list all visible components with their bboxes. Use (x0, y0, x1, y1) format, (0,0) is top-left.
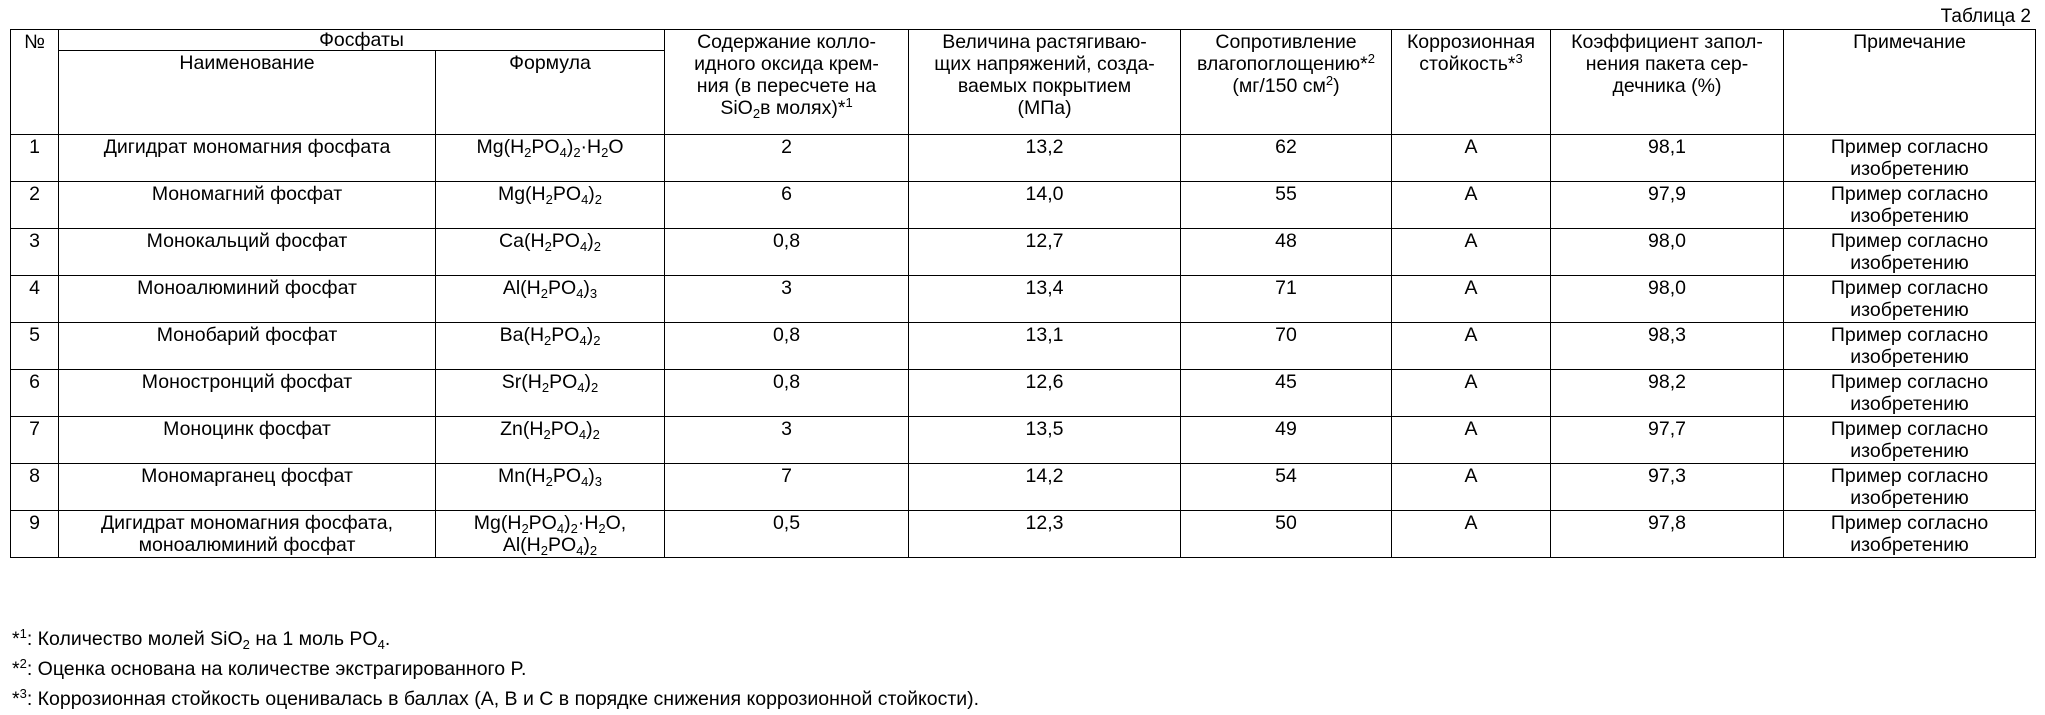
silica-line-2: идного оксида крем- (694, 53, 879, 75)
cell-stress: 13,5 (909, 417, 1181, 464)
cell-corrosion: A (1392, 511, 1551, 558)
cell-corrosion: A (1392, 417, 1551, 464)
footnotes (12, 624, 979, 714)
cell-fill: 98,1 (1551, 135, 1784, 182)
cell-name (59, 323, 436, 370)
cell-silica: 6 (665, 182, 909, 229)
cell-moisture: 50 (1181, 511, 1392, 558)
table-caption: Таблица 2 (1940, 6, 2031, 27)
cell-corrosion: A (1392, 229, 1551, 276)
stress-line-4: (МПа) (1017, 97, 1072, 119)
cell-silica: 0,8 (665, 370, 909, 417)
cell-no: 8 (11, 464, 59, 511)
cell-silica: 3 (665, 417, 909, 464)
cell-fill: 97,8 (1551, 511, 1784, 558)
cell-no: 4 (11, 276, 59, 323)
cell-fill: 97,7 (1551, 417, 1784, 464)
name-line: Дигидрат мономагния фосфата, (100, 512, 394, 534)
name-line: Моностронций фосфат (141, 371, 353, 393)
cell-stress: 12,3 (909, 511, 1181, 558)
formula-line: $Zn(H_2PO_4)_2$ (500, 418, 600, 442)
cell-name (59, 370, 436, 417)
table-row (11, 370, 2036, 417)
cell-stress: 12,6 (909, 370, 1181, 417)
cell-note (1784, 323, 2036, 370)
cell-moisture: 55 (1181, 182, 1392, 229)
cell-no: 5 (11, 323, 59, 370)
cell-note (1784, 464, 2036, 511)
cell-fill: 98,2 (1551, 370, 1784, 417)
cell-corrosion: A (1392, 182, 1551, 229)
cell-name (59, 135, 436, 182)
cell-moisture: 70 (1181, 323, 1392, 370)
corrosion-line-1: Коррозионная (1406, 31, 1536, 53)
col-header-moisture (1181, 30, 1392, 135)
header-row-1 (11, 30, 2036, 51)
col-header-silica (665, 30, 909, 135)
cell-no: 6 (11, 370, 59, 417)
cell-fill: 98,0 (1551, 276, 1784, 323)
formula-line: $Ba(H_2PO_4)_2$ (499, 324, 601, 348)
stress-line-2: щих напряжений, созда- (934, 53, 1155, 75)
cell-corrosion: A (1392, 370, 1551, 417)
cell-stress: 14,2 (909, 464, 1181, 511)
footnote: *$^1$: Количество молей SiO$_2$ на 1 моль $PO_4$. (12, 626, 391, 652)
cell-stress: 12,7 (909, 229, 1181, 276)
cell-stress: 13,1 (909, 323, 1181, 370)
note-line: изобретению (1850, 393, 1969, 415)
cell-silica: 2 (665, 135, 909, 182)
col-header-fill (1551, 30, 1784, 135)
table-row (11, 276, 2036, 323)
col-header-stress (909, 30, 1181, 135)
table-row (11, 417, 2036, 464)
cell-formula (436, 370, 665, 417)
table-row (11, 229, 2036, 276)
cell-name (59, 182, 436, 229)
cell-moisture: 49 (1181, 417, 1392, 464)
cell-formula (436, 229, 665, 276)
note-line: Пример согласно (1830, 136, 1989, 158)
cell-silica: 7 (665, 464, 909, 511)
cell-note (1784, 511, 2036, 558)
note-line: изобретению (1850, 252, 1969, 274)
cell-no: 3 (11, 229, 59, 276)
note-line: Пример согласно (1830, 512, 1989, 534)
cell-stress: 13,2 (909, 135, 1181, 182)
cell-moisture: 45 (1181, 370, 1392, 417)
moisture-line-2: влагопоглощению*$^2$ (1197, 51, 1375, 75)
cell-no: 1 (11, 135, 59, 182)
col-header-formula: Формула (436, 51, 665, 135)
cell-corrosion: A (1392, 276, 1551, 323)
table-row (11, 182, 2036, 229)
note-line: Пример согласно (1830, 418, 1989, 440)
note-line: Пример согласно (1830, 324, 1989, 346)
cell-formula (436, 135, 665, 182)
note-line: Пример согласно (1830, 277, 1989, 299)
cell-note (1784, 182, 2036, 229)
table-body (11, 135, 2036, 558)
formula-line: $Mg(H_2PO_4)_2$ (497, 183, 603, 207)
phosphate-table (10, 29, 2036, 558)
cell-silica: 3 (665, 276, 909, 323)
col-header-note: Примечание (1784, 30, 2036, 135)
formula-line: $Sr(H_2PO_4)_2$ (501, 371, 599, 395)
formula-line: $Mg(H_2PO_4)_2\cdot H_2O$, (473, 512, 627, 536)
cell-name (59, 464, 436, 511)
formula-line: $Ca(H_2PO_4)_2$ (499, 230, 601, 254)
formula-line: $Al(H_2PO_4)_2$ (502, 534, 598, 558)
name-line: Моноцинк фосфат (163, 418, 331, 440)
table-row (11, 464, 2036, 511)
cell-name (59, 229, 436, 276)
note-line: изобретению (1850, 158, 1969, 180)
cell-silica: 0,5 (665, 511, 909, 558)
cell-no: 2 (11, 182, 59, 229)
name-line: Мономарганец фосфат (141, 465, 353, 487)
corrosion-line-2: стойкость*$^3$ (1419, 51, 1523, 75)
table-row (11, 323, 2036, 370)
name-line: Моноалюминий фосфат (137, 277, 357, 299)
footnote: *$^3$: Коррозионная стойкость оценивалась в баллах (A, B и C в порядке снижения коррозионной стойкости). (12, 686, 980, 710)
col-header-phosphates: Фосфаты (59, 30, 665, 51)
cell-formula (436, 511, 665, 558)
name-line: Мономагний фосфат (151, 183, 343, 205)
note-line: изобретению (1850, 534, 1969, 556)
cell-moisture: 62 (1181, 135, 1392, 182)
cell-corrosion: A (1392, 135, 1551, 182)
fill-line-3: дечника (%) (1612, 75, 1722, 97)
cell-fill: 98,3 (1551, 323, 1784, 370)
cell-corrosion: A (1392, 323, 1551, 370)
cell-stress: 14,0 (909, 182, 1181, 229)
note-line: изобретению (1850, 299, 1969, 321)
cell-no: 9 (11, 511, 59, 558)
cell-stress: 13,4 (909, 276, 1181, 323)
moisture-line-3: (мг/150 $см^2$) (1232, 73, 1340, 97)
silica-line-1: Содержание колло- (697, 31, 876, 53)
cell-fill: 97,3 (1551, 464, 1784, 511)
name-line: Дигидрат мономагния фосфата (103, 136, 391, 158)
col-header-no: № (11, 30, 59, 135)
formula-line: $Mg(H_2PO_4)_2\cdot H_2O$ (476, 136, 624, 160)
table-row (11, 135, 2036, 182)
cell-silica: 0,8 (665, 229, 909, 276)
formula-line: $Al(H_2PO_4)_3$ (502, 277, 598, 301)
stress-line-3: ваемых покрытием (957, 75, 1132, 97)
note-line: Пример согласно (1830, 230, 1989, 252)
cell-note (1784, 370, 2036, 417)
note-line: изобретению (1850, 205, 1969, 227)
cell-name (59, 511, 436, 558)
cell-formula (436, 417, 665, 464)
cell-note (1784, 135, 2036, 182)
formula-line: $Mn(H_2PO_4)_3$ (497, 465, 603, 489)
moisture-line-1: Сопротивление (1215, 31, 1357, 53)
cell-silica: 0,8 (665, 323, 909, 370)
cell-note (1784, 276, 2036, 323)
table-row (11, 511, 2036, 558)
name-line: Монобарий фосфат (156, 324, 338, 346)
note-line: изобретению (1850, 487, 1969, 509)
cell-fill: 98,0 (1551, 229, 1784, 276)
fill-line-1: Коэффициент запол- (1571, 31, 1763, 53)
cell-fill: 97,9 (1551, 182, 1784, 229)
cell-note (1784, 229, 2036, 276)
cell-moisture: 54 (1181, 464, 1392, 511)
silica-line-3: ния (в пересчете на (696, 75, 877, 97)
cell-name (59, 276, 436, 323)
note-line: изобретению (1850, 346, 1969, 368)
cell-formula (436, 323, 665, 370)
footnote: *$^2$: Оценка основана на количестве экстрагированного P. (12, 656, 527, 680)
name-line: моноалюминий фосфат (138, 534, 356, 556)
cell-formula (436, 464, 665, 511)
cell-no: 7 (11, 417, 59, 464)
name-line: Монокальций фосфат (146, 230, 348, 252)
cell-moisture: 48 (1181, 229, 1392, 276)
stress-line-1: Величина растягиваю- (942, 31, 1147, 53)
cell-formula (436, 276, 665, 323)
cell-moisture: 71 (1181, 276, 1392, 323)
silica-line-4: SiO$_2$в молях)*$^1$ (720, 95, 853, 121)
note-line: Пример согласно (1830, 371, 1989, 393)
fill-line-2: нения пакета сер- (1585, 53, 1749, 75)
cell-note (1784, 417, 2036, 464)
cell-corrosion: A (1392, 464, 1551, 511)
col-header-corrosion (1392, 30, 1551, 135)
note-line: Пример согласно (1830, 183, 1989, 205)
cell-formula (436, 182, 665, 229)
note-line: изобретению (1850, 440, 1969, 462)
col-header-name: Наименование (59, 51, 436, 135)
cell-name (59, 417, 436, 464)
note-line: Пример согласно (1830, 465, 1989, 487)
